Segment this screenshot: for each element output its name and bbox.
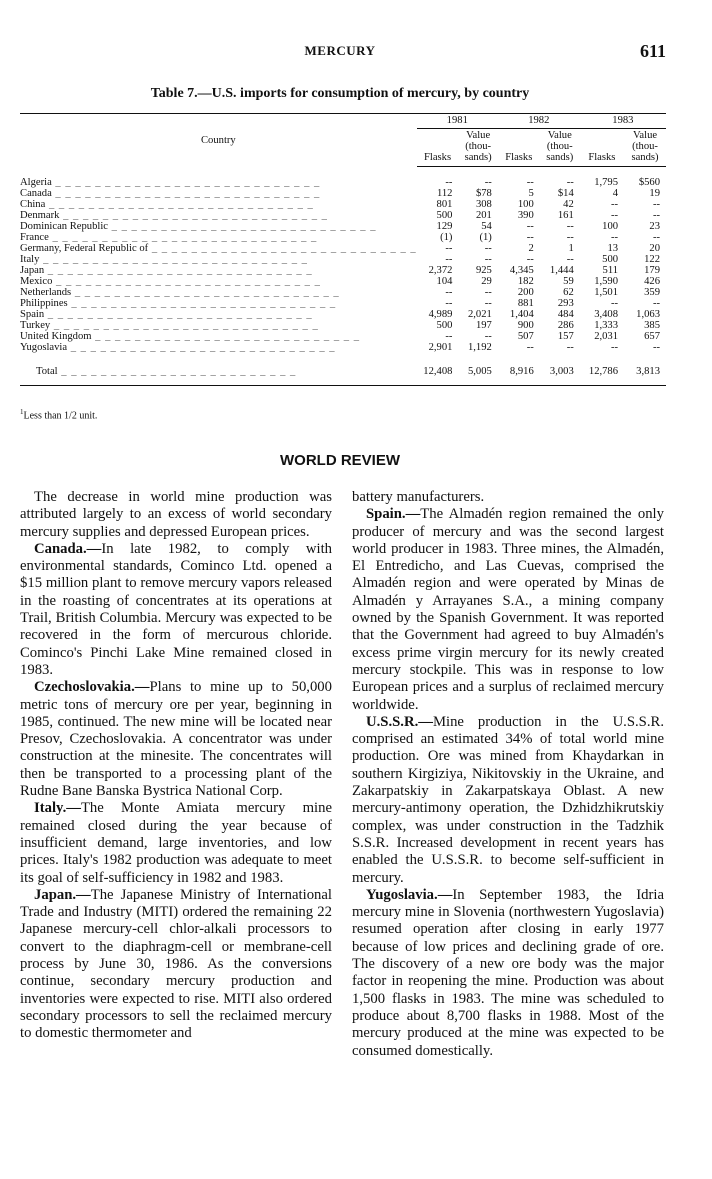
country-name: Spain (20, 309, 45, 320)
value-1982-cell: 1 (568, 243, 574, 254)
flasks-1981-cell: -- (445, 298, 453, 309)
value-1981-cell: 197 (475, 320, 492, 331)
paragraph-text: The Monte Amiata mercury mine remained closed during the year because of insufficient demand, large inventories, and low prices. Italy's 1982 production was adequate to meet its goal of self-sufficiency in 1982 and 1983. (20, 800, 332, 886)
country-cell: United Kingdom _ _ _ _ _ _ _ _ _ _ _ _ _ _ _ _ _ _ _ _ _ _ _ _ _ _ _ (20, 331, 361, 342)
value-1982-cell: 157 (557, 331, 574, 342)
country-cell: Yugoslavia _ _ _ _ _ _ _ _ _ _ _ _ _ _ _ _ _ _ _ _ _ _ _ _ _ _ _ (20, 342, 336, 353)
country-name: Yugoslavia (20, 342, 68, 353)
value-1983-cell: $560 (638, 177, 660, 188)
total-value-1982: 3,003 (549, 366, 574, 377)
value-1981-cell: $78 (475, 188, 492, 199)
value-1981-cell: 201 (475, 210, 492, 221)
flasks-1981-cell: 112 (436, 188, 453, 199)
country-cell: Philippines _ _ _ _ _ _ _ _ _ _ _ _ _ _ _ _ _ _ _ _ _ _ _ _ _ _ _ (20, 298, 337, 309)
paragraph-lead: Japan.— (34, 886, 91, 903)
total-value-1983: 3,813 (636, 366, 660, 377)
flasks-1983-cell: 2,031 (594, 331, 619, 342)
total-flasks-1981: 12,408 (423, 366, 453, 377)
value-1983-cell: -- (652, 232, 660, 243)
country-column-header: Country (200, 134, 236, 146)
flasks-1981-cell: 4,989 (428, 309, 453, 320)
running-head (0, 43, 712, 65)
flasks-1983-cell: 1,590 (594, 276, 619, 287)
total-value-1981: 5,005 (467, 366, 492, 377)
table-body (20, 167, 666, 354)
running-title: MERCURY (304, 43, 376, 58)
country-name: China (20, 199, 46, 210)
paragraph (352, 714, 664, 887)
table-footnote (20, 408, 97, 421)
value-1982-cell: -- (566, 177, 574, 188)
flasks-1981-cell: 104 (436, 276, 453, 287)
total-flasks-1983: 12,786 (588, 366, 619, 377)
value-1981-cell: (1) (479, 232, 492, 243)
country-cell: Denmark _ _ _ _ _ _ _ _ _ _ _ _ _ _ _ _ _ _ _ _ _ _ _ _ _ _ _ (20, 210, 328, 221)
table-row (20, 265, 666, 276)
country-name: Japan (20, 265, 45, 276)
value-1982-cell: 62 (563, 287, 574, 298)
flasks-1981-cell: -- (445, 331, 453, 342)
value-1983-cell: -- (652, 210, 660, 221)
flasks-1983-cell: 3,408 (594, 309, 619, 320)
value-1981-cell: -- (484, 331, 492, 342)
value-1983-cell: 657 (644, 331, 660, 342)
value-1982-cell: 293 (557, 298, 574, 309)
flasks-1982-cell: 4,345 (509, 265, 534, 276)
flasks-1981-cell: 500 (436, 320, 453, 331)
value-1981-cell: 2,021 (467, 309, 492, 320)
flasks-1982-cell: -- (526, 232, 534, 243)
total-row (20, 363, 666, 377)
flasks-1983-cell: -- (610, 342, 619, 353)
paragraph-text: The Japanese Ministry of International Trade and Industry (MITI) ordered the remaining 22 Japanese mercury-cell chlor-alkali processors to convert to the diaphragm-cell or membrane-cell process by June 30, 1986. As the conversions continue, secondary mercury production and inventories were expected to rise. MITI also ordered secondary processors to sell the reclaimed mercury to domestic thermometer and (20, 886, 332, 1042)
paragraph-lead: Czechoslovakia.— (34, 679, 150, 696)
flasks-1983-cell: 1,501 (594, 287, 619, 298)
paragraph-text: In September 1983, the Idria mercury mine in Slovenia (northwestern Yugoslavia) resumed operation after closing in early 1977 because of low prices and declining grade of ore. The discovery of a new ore body was the major factor in reopening the mine. Production was about 1,500 flasks in 1983. The mine was scheduled to produce about 8,700 flasks in 1988. Most of the mercury produced at the mine was expected to be consumed domestically. (352, 886, 664, 1059)
year-header-1983: 1983 (580, 114, 666, 129)
table-row (20, 188, 666, 199)
value-1983-cell: 179 (644, 265, 660, 276)
flasks-1982-cell: 100 (517, 199, 534, 210)
table-spacer (20, 167, 666, 178)
flasks-1981-cell: -- (445, 243, 453, 254)
flasks-header: Flasks (498, 129, 540, 167)
value-1983-cell: 122 (644, 254, 660, 265)
value-1981-cell: 308 (475, 199, 492, 210)
paragraph-text: Plans to mine up to 50,000 metric tons of mercury ore per year, beginning in 1985, continued. The new mine will be located near Presov, Czechoslovakia. A concentrator was under construction at the minesite. The concentrates will then be transported to a processing plant of the Rudne Bane Banska Bystrica National Corp. (20, 679, 332, 800)
country-cell: Mexico _ _ _ _ _ _ _ _ _ _ _ _ _ _ _ _ _ _ _ _ _ _ _ _ _ _ _ (20, 276, 321, 287)
country-cell: Spain _ _ _ _ _ _ _ _ _ _ _ _ _ _ _ _ _ _ _ _ _ _ _ _ _ _ _ (20, 309, 313, 320)
flasks-1982-cell: 390 (517, 210, 534, 221)
flasks-1981-cell: -- (445, 287, 453, 298)
value-1981-cell: 29 (481, 276, 492, 287)
right-text-column (352, 489, 664, 1060)
value-1981-cell: 925 (475, 265, 492, 276)
country-name: Denmark (20, 210, 60, 221)
country-cell: Canada _ _ _ _ _ _ _ _ _ _ _ _ _ _ _ _ _ _ _ _ _ _ _ _ _ _ _ (20, 188, 321, 199)
flasks-1981-cell: 801 (436, 199, 453, 210)
flasks-1982-cell: 5 (528, 188, 534, 199)
value-1981-cell: -- (484, 298, 492, 309)
value-1982-cell: -- (566, 232, 574, 243)
footnote-marker: 1 (20, 408, 24, 416)
table-row (20, 331, 666, 342)
flasks-header: Flasks (580, 129, 624, 167)
value-header: Value (thou- sands) (624, 129, 666, 167)
paragraph (352, 506, 664, 714)
flasks-1982-cell: -- (526, 177, 534, 188)
value-1983-cell: 20 (649, 243, 660, 254)
paragraph-lead: Yugoslavia.— (366, 886, 453, 903)
value-1982-cell: -- (566, 342, 574, 353)
flasks-1981-cell: 2,372 (428, 265, 453, 276)
value-1981-cell: -- (484, 243, 492, 254)
value-header: Value (thou- sands) (458, 129, 497, 167)
table-row (20, 276, 666, 287)
year-header-1982: 1982 (498, 114, 580, 129)
year-header-1981: 1981 (417, 114, 498, 129)
table-total-section (20, 353, 666, 386)
table-spacer (20, 353, 666, 363)
paragraph (352, 887, 664, 1060)
value-1982-cell: 42 (563, 199, 574, 210)
value-1981-cell: 1,192 (467, 342, 492, 353)
value-1982-cell: 484 (557, 309, 574, 320)
paragraph-text: battery manufacturers. (352, 489, 485, 505)
table-row (20, 243, 666, 254)
flasks-1982-cell: -- (526, 342, 534, 353)
total-label: Total _ _ _ _ _ _ _ _ _ _ _ _ _ _ _ _ _ _ _ _ _ _ _ _ (36, 366, 297, 377)
value-1982-cell: 1,444 (549, 265, 574, 276)
value-1982-cell: 59 (563, 276, 574, 287)
country-name: Italy (20, 254, 40, 265)
value-1981-cell: -- (484, 287, 492, 298)
table-end-rule (20, 377, 666, 386)
country-cell: Algeria _ _ _ _ _ _ _ _ _ _ _ _ _ _ _ _ _ _ _ _ _ _ _ _ _ _ _ (20, 177, 321, 188)
paragraph-text: In late 1982, to comply with environmental standards, Cominco Ltd. opened a $15 million plant to remove mercury vapors released in the roasting of concentrates at its operations at Trail, British Columbia. Mercury was expected to be recovered in the form of mercurous chloride. Cominco's Pinchi Lake Mine remained closed in 1983. (20, 540, 332, 678)
value-1981-cell: -- (484, 254, 492, 265)
value-1982-cell: $14 (557, 188, 574, 199)
country-cell: Japan _ _ _ _ _ _ _ _ _ _ _ _ _ _ _ _ _ _ _ _ _ _ _ _ _ _ _ (20, 265, 313, 276)
paragraph-lead: Italy.— (34, 800, 81, 817)
value-1983-cell: 426 (644, 276, 660, 287)
flasks-1981-cell: -- (445, 177, 453, 188)
country-cell: China _ _ _ _ _ _ _ _ _ _ _ _ _ _ _ _ _ _ _ _ _ _ _ _ _ _ _ (20, 199, 314, 210)
value-1983-cell: -- (652, 199, 660, 210)
value-1983-cell: 23 (649, 221, 660, 232)
country-name: United Kingdom (20, 331, 92, 342)
country-name: France (20, 232, 49, 243)
paragraph-text: The decrease in world mine production was attributed largely to an excess of world secondary mercury supplies and depressed European prices. (20, 489, 332, 540)
value-1982-cell: 286 (557, 320, 574, 331)
paragraph-text: The Almadén region remained the only producer of mercury and was the second largest world producer in 1983. Three mines, the Almadén, El Entredicho, and Las Cuevas, comprised the Almadén region and were operated by Minas de Almadén y Arrayanes S.A., a mining company owned by the Spanish Government. It was reported that the Government had agreed to buy Almadén's excess prime virgin mercury for its newly created mercury stockpile. This was in response to low European prices and a surplus of reclaimed mercury worldwide. (352, 506, 664, 713)
country-cell: Turkey _ _ _ _ _ _ _ _ _ _ _ _ _ _ _ _ _ _ _ _ _ _ _ _ _ _ _ (20, 320, 319, 331)
flasks-1983-cell: -- (610, 298, 619, 309)
flasks-1982-cell: 1,404 (509, 309, 534, 320)
value-1981-cell: 54 (481, 221, 492, 232)
table-row (20, 221, 666, 232)
flasks-1982-cell: -- (526, 254, 534, 265)
paragraph-lead: U.S.S.R.— (366, 713, 433, 730)
flasks-1982-cell: 507 (517, 331, 534, 342)
table-row (20, 254, 666, 265)
value-1983-cell: 359 (644, 287, 660, 298)
flasks-1982-cell: -- (526, 221, 534, 232)
flasks-1983-cell: 500 (602, 254, 619, 265)
flasks-1983-cell: -- (610, 232, 619, 243)
country-name: Algeria (20, 177, 52, 188)
country-cell: Dominican Republic _ _ _ _ _ _ _ _ _ _ _ _ _ _ _ _ _ _ _ _ _ _ _ _ _ _ _ (20, 221, 377, 232)
value-1983-cell: 385 (644, 320, 660, 331)
paragraph (20, 887, 332, 1043)
country-cell: France _ _ _ _ _ _ _ _ _ _ _ _ _ _ _ _ _ _ _ _ _ _ _ _ _ _ _ (20, 232, 318, 243)
flasks-1983-cell: 13 (607, 243, 619, 254)
table-caption: Table 7.—U.S. imports for consumption of mercury, by country (150, 86, 530, 101)
value-1982-cell: -- (566, 254, 574, 265)
flasks-1983-cell: -- (610, 210, 619, 221)
table-row (20, 210, 666, 221)
imports-table-container (20, 113, 666, 386)
flasks-1981-cell: 129 (436, 221, 453, 232)
country-name: Germany, Federal Republic of (20, 243, 149, 254)
table-row (20, 287, 666, 298)
flasks-1983-cell: 1,795 (594, 177, 619, 188)
paragraph (20, 800, 332, 886)
section-heading: WORLD REVIEW (280, 452, 400, 469)
paragraph-text: Mine production in the U.S.S.R. comprised an estimated 34% of total world mine production. Ore was mined from Khaydarkan in southern Kirgiziya, Nikitovskiy in the Ukraine, and Zakarpatskiy in Zakarpatskaya Oblast. A new mercury-antimony operation, the Dzhidzhikrutskiy complex, was under construction in the Tadzhik S.S.R. Increased development in recent years has enabled the U.S.S.R. to become self-sufficient in mercury. (352, 713, 664, 886)
table-row (20, 309, 666, 320)
flasks-1983-cell: 4 (612, 188, 619, 199)
value-1983-cell: 19 (649, 188, 660, 199)
value-1983-cell: -- (652, 342, 660, 353)
country-cell: Netherlands _ _ _ _ _ _ _ _ _ _ _ _ _ _ _ _ _ _ _ _ _ _ _ _ _ _ _ (20, 287, 340, 298)
flasks-1982-cell: 900 (517, 320, 534, 331)
country-name: Philippines (20, 298, 68, 309)
table-row (20, 199, 666, 210)
flasks-1982-cell: 2 (528, 243, 534, 254)
country-name: Canada (20, 188, 52, 199)
paragraph (352, 489, 664, 506)
paragraph-lead: Canada.— (34, 540, 102, 557)
flasks-1983-cell: 511 (602, 265, 619, 276)
total-flasks-1982: 8,916 (509, 366, 534, 377)
paragraph (20, 679, 332, 800)
table-row (20, 320, 666, 331)
left-text-column (20, 489, 332, 1043)
flasks-1981-cell: (1) (440, 232, 453, 243)
flasks-1983-cell: -- (610, 199, 619, 210)
value-1983-cell: 1,063 (636, 309, 660, 320)
country-name: Mexico (20, 276, 53, 287)
flasks-1983-cell: 100 (602, 221, 619, 232)
country-name: Netherlands (20, 287, 72, 298)
paragraph-lead: Spain.— (366, 506, 421, 523)
flasks-1981-cell: 2,901 (428, 342, 453, 353)
value-1982-cell: -- (566, 221, 574, 232)
flasks-1982-cell: 182 (517, 276, 534, 287)
flasks-header: Flasks (417, 129, 459, 167)
table-row (20, 342, 666, 353)
page-number: 611 (639, 41, 666, 61)
table-row (20, 298, 666, 309)
country-name: Turkey (20, 320, 51, 331)
country-name: Dominican Republic (20, 221, 108, 232)
country-cell: Italy _ _ _ _ _ _ _ _ _ _ _ _ _ _ _ _ _ _ _ _ _ _ _ _ _ _ _ (20, 254, 308, 265)
flasks-1981-cell: 500 (436, 210, 453, 221)
flasks-1982-cell: 881 (517, 298, 534, 309)
table-row (20, 232, 666, 243)
value-header: Value (thou- sands) (540, 129, 580, 167)
flasks-1983-cell: 1,333 (594, 320, 619, 331)
imports-table (20, 113, 666, 386)
flasks-1981-cell: -- (445, 254, 453, 265)
country-cell: Germany, Federal Republic of _ _ _ _ _ _ _ _ _ _ _ _ _ _ _ _ _ _ _ _ _ _ _ _ _ _ _ (20, 243, 417, 254)
value-1983-cell: -- (652, 298, 660, 309)
value-1982-cell: 161 (557, 210, 574, 221)
value-1981-cell: -- (484, 177, 492, 188)
footnote-text: Less than 1/2 unit. (23, 410, 98, 422)
flasks-1982-cell: 200 (517, 287, 534, 298)
paragraph (20, 541, 332, 679)
table-row (20, 177, 666, 188)
paragraph (20, 489, 332, 541)
